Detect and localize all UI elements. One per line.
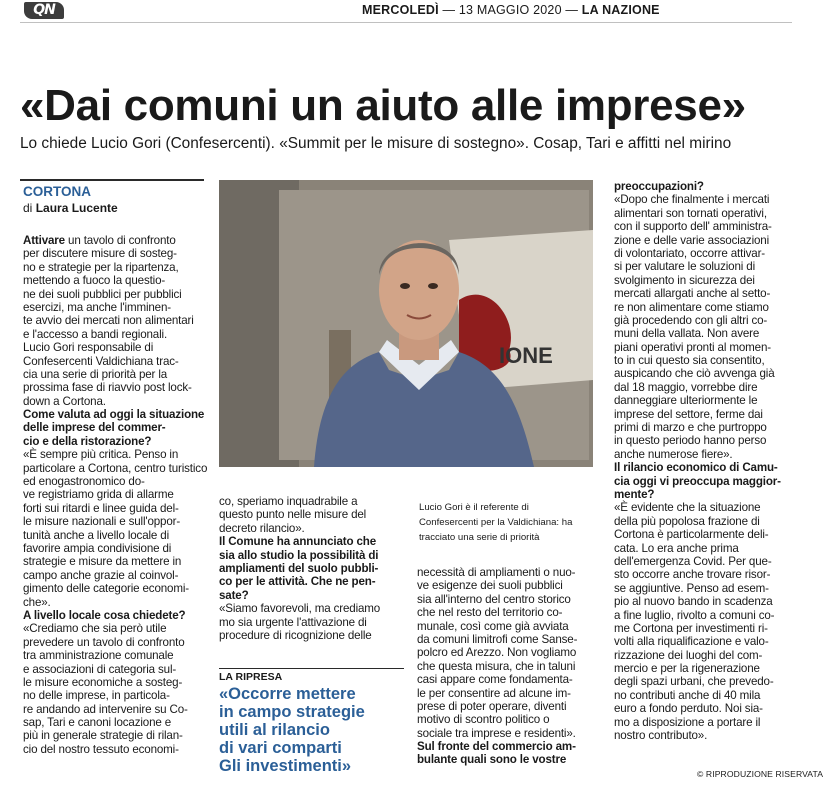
article-line: tra amministrazione comunale — [23, 649, 174, 663]
article-column-4 — [614, 180, 781, 742]
article-line: sate? — [219, 588, 249, 602]
article-line: delle imprese del commer- — [23, 421, 166, 435]
article-line: me Cortona per investimenti ri- — [614, 621, 768, 635]
article-line: «Siamo favorevoli, ma crediamo — [219, 602, 381, 616]
article-line: da comuni limitrofi come Sanse- — [417, 632, 578, 646]
article-line: se aggiuntive. Penso ad esem- — [614, 581, 769, 595]
article-line: campo anche grazie al coinvol- — [23, 568, 179, 582]
article-line: ed enogastronomico do- — [23, 475, 145, 489]
dateline-day: MERCOLEDÌ — [362, 3, 439, 17]
article-line: le per consentire ad alcune im- — [417, 686, 571, 700]
article-line: già procedendo con gli altri co- — [614, 313, 768, 327]
article-line: ve registriamo grida di allarme — [23, 488, 174, 502]
article-line: forti sui ritardi e linee guida del- — [23, 501, 179, 515]
article-line: no delle imprese, in particola- — [23, 689, 170, 703]
article-line: favorire ampia condivisione di — [23, 541, 172, 555]
article-line: to in cui questo sia consentito, — [614, 354, 765, 368]
article-line: strategie e misure da mettere in — [23, 555, 182, 569]
article-line: volti alla riqualificazione e valo- — [614, 635, 769, 649]
lead-word: Attivare — [23, 234, 65, 247]
article-line: e associazioni di categoria sul- — [23, 662, 177, 676]
article-line: te avvio dei mercati non alimentari — [23, 314, 194, 328]
lead-rest: un tavolo di confronto — [64, 234, 176, 247]
article-subtitle: Lo chiede Lucio Gori (Confesercenti). «Summit per le misure di sostegno». Cosap, Tari e affitti nel mirino — [20, 135, 732, 152]
article-line: «Dopo che finalmente i mercati — [614, 193, 770, 207]
dateline-date: — 13 MAGGIO 2020 — — [442, 3, 579, 17]
article-line: re non alimentare come stiamo — [614, 300, 769, 314]
article-line: cio e della ristorazione? — [23, 434, 152, 448]
byline-prefix: di — [23, 201, 33, 215]
article-column-3 — [417, 566, 577, 767]
article-line: cia una serie di priorità per la — [23, 367, 168, 381]
article-line: di volontariato, occorre attivar- — [614, 246, 765, 260]
article-line: Il Comune ha annunciato che — [219, 535, 376, 549]
article-line: co per le attività. Che ne pen- — [219, 575, 376, 589]
article-line: mo sia urgente l'attivazione di — [219, 615, 367, 629]
article-line: motivo di scontro politico o — [417, 713, 550, 727]
byline — [23, 201, 118, 216]
dateline — [362, 3, 660, 17]
article-line: della più popolosa frazione di — [614, 514, 760, 528]
article-line: auspicando che ciò avvenga già — [614, 367, 775, 381]
article-line: re andando ad intervenire su Co- — [23, 702, 188, 716]
newspaper-logo: QN — [24, 2, 64, 19]
article-line: per discutere misure di sosteg- — [23, 247, 177, 261]
article-line: sia allo studio la possibilità di — [219, 548, 379, 562]
pull-quote — [219, 685, 365, 775]
photo-banner-text: IONE — [499, 343, 553, 368]
article-line: in questo periodo hanno perso — [614, 434, 767, 448]
article-line: che nel resto del territorio co- — [417, 606, 563, 620]
article-line: A livello locale cosa chiedete? — [23, 608, 186, 622]
pullquote-divider — [219, 668, 404, 669]
article-column-2 — [219, 495, 380, 642]
article-line: «È sempre più critica. Penso in — [23, 448, 179, 462]
article-line: sap, Tari e canoni locazione e — [23, 716, 172, 730]
caption-line: tracciato una serie di priorità — [419, 532, 540, 543]
article-line: «È evidente che la situazione — [614, 501, 761, 515]
article-line: dell'emergenza Covid. Per que- — [614, 554, 772, 568]
caption-line: Confesercenti per la Valdichiana: ha — [419, 517, 573, 528]
article-line: polcro ed Arezzo. Non vogliamo — [417, 646, 577, 660]
article-line: co, speriamo inquadrabile a — [219, 495, 358, 508]
article-line: svolgimento in sicurezza dei — [614, 273, 755, 287]
article-line: anche numerose fiere». — [614, 447, 733, 461]
article-title: «Dai comuni un aiuto alle imprese» — [20, 81, 746, 130]
article-line: alimentari son tornati operativi, — [614, 206, 767, 220]
lead-line — [23, 234, 207, 247]
article-line: particolare a Cortona, centro turistico — [23, 461, 208, 475]
article-line: con il supporto dell' amministra- — [614, 220, 772, 234]
pull-quote-line: in campo strategie — [219, 703, 365, 721]
byline-author: Laura Lucente — [35, 201, 118, 215]
article-line: prossima fase di riavvio post lock- — [23, 381, 192, 395]
article-line: Come valuta ad oggi la situazione — [23, 408, 205, 422]
article-line: le misure nazionali e sull'oppor- — [23, 515, 181, 529]
caption-line: Lucio Gori è il referente di — [419, 502, 529, 513]
article-line: mercio e per la rigenerazione — [614, 662, 760, 676]
article-line: Confesercenti Valdichiana trac- — [23, 354, 179, 368]
article-line: a fine luglio, rivolto a comuni co- — [614, 608, 775, 622]
article-line: Sul fronte del commercio am- — [417, 740, 576, 754]
article-line: euro a fondo perduto. Noi sia- — [614, 702, 763, 716]
article-line: più in generale strategie di rilan- — [23, 729, 183, 743]
article-line: casi appare come fondamenta- — [417, 673, 573, 687]
article-line: esercizi, ma anche l'imminen- — [23, 300, 171, 314]
article-line: si per valutare le soluzioni di — [614, 260, 755, 274]
column-divider — [20, 179, 204, 181]
article-line: muni della vallata. Non avere — [614, 327, 760, 341]
article-line: gimento delle categorie economi- — [23, 582, 189, 596]
article-line: cata. Lo era anche prima — [614, 541, 739, 555]
article-line: sociale tra imprese e residenti». — [417, 726, 576, 740]
article-line: cia oggi vi preoccupa maggior- — [614, 474, 781, 488]
article-line: le misure economiche a sosteg- — [23, 675, 183, 689]
article-line: «Crediamo che sia però utile — [23, 622, 167, 636]
article-line: bulante quali sono le vostre — [417, 753, 567, 767]
article-line: sia all'interno del centro storico — [417, 592, 571, 606]
dateline-paper: LA NAZIONE — [581, 3, 660, 17]
article-line: questo punto nelle misure del — [219, 508, 367, 522]
copyright-notice: © RIPRODUZIONE RISERVATA — [697, 769, 823, 779]
article-line: Cortona è particolarmente deli- — [614, 528, 769, 542]
article-line: mettendo a fuoco la questio- — [23, 274, 166, 288]
pull-quote-line: di vari comparti — [219, 739, 342, 757]
article-line: ne dei suoli pubblici per pubblici — [23, 287, 182, 301]
article-line: prese di poter operare, diventi — [417, 699, 567, 713]
article-line: nostro contributo». — [614, 729, 708, 743]
article-line: e l'accesso a bandi regionali. — [23, 327, 168, 341]
article-photo — [219, 180, 593, 467]
pullquote-label: LA RIPRESA — [219, 671, 283, 683]
article-line: zione e delle varie associazioni — [614, 233, 770, 247]
article-line: no contributi anche di 40 mila — [614, 688, 761, 702]
article-line: sto occorre anche trovare risor- — [614, 568, 771, 582]
article-column-1 — [23, 234, 208, 756]
article-line: necessità di ampliamenti o nuo- — [417, 566, 576, 579]
article-line: munale, così come già avviata — [417, 619, 569, 633]
article-line: mente? — [614, 487, 655, 501]
article-line: che questa misura, che in taluni — [417, 659, 576, 673]
photo-caption — [419, 500, 572, 545]
article-line: no e strategie per la ripartenza, — [23, 260, 179, 274]
article-line: Il rilancio economico di Camu- — [614, 461, 778, 475]
location-kicker: CORTONA — [23, 184, 92, 199]
article-line: degli spazi urbani, che prevedo- — [614, 675, 774, 689]
article-line: piani operativi pronti al momen- — [614, 340, 771, 354]
article-line: tunità anche a livello locale di — [23, 528, 170, 542]
article-line: mercati allargati anche al setto- — [614, 287, 771, 301]
article-line: primi di marzo e che purtroppo — [614, 421, 767, 435]
pull-quote-line: utili al rilancio — [219, 721, 330, 739]
pull-quote-line: «Occorre mettere — [219, 685, 356, 703]
article-line: che». — [23, 595, 51, 609]
article-line: down a Cortona. — [23, 394, 106, 408]
article-line: procedure di ricognizione delle — [219, 628, 372, 642]
article-line: ve esigenze dei suoli pubblici — [417, 579, 563, 593]
article-line: mo a disposizione a portare il — [614, 715, 761, 729]
article-line: pio al nuovo bando in scadenza — [614, 595, 773, 609]
article-line: rizzazione dei luoghi del com- — [614, 648, 763, 662]
portrait-photo-illustration — [219, 180, 593, 467]
top-divider — [20, 22, 792, 23]
article-line: cio del nostro tessuto economi- — [23, 742, 179, 756]
article-line: preoccupazioni? — [614, 180, 704, 193]
pull-quote-line: Gli investimenti» — [219, 757, 352, 775]
article-line: danneggiare ulteriormente le — [614, 394, 758, 408]
article-line: imprese del settore, ferme dai — [614, 407, 763, 421]
article-line: dal 18 maggio, vorrebbe dire — [614, 380, 758, 394]
article-line: decreto rilancio». — [219, 521, 305, 535]
article-line: ampliamenti del suolo pubbli- — [219, 561, 379, 575]
article-line: Lucio Gori responsabile di — [23, 341, 154, 355]
article-line: prevedere un tavolo di confronto — [23, 635, 185, 649]
